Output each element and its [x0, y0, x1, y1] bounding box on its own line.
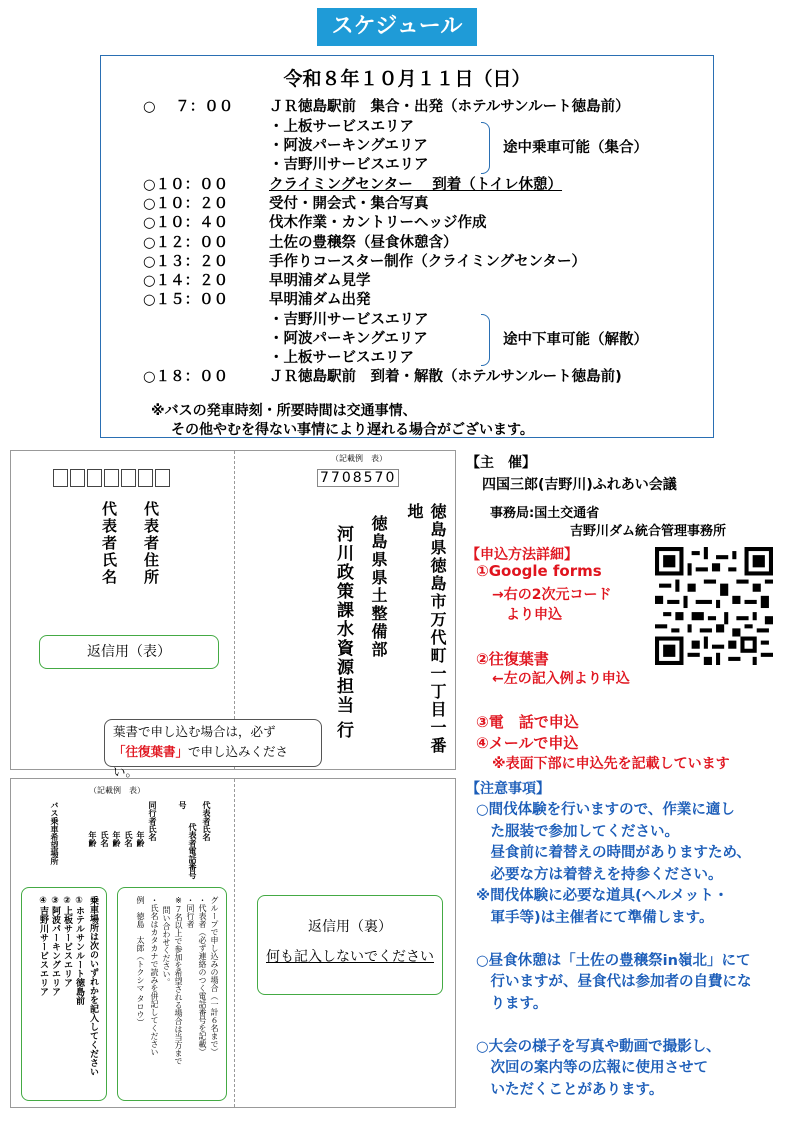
reply-front-label: 返信用（表） [39, 635, 219, 669]
apply-method: ④メールで申込 [476, 734, 579, 752]
schedule-row: ○１３：２０ 手作りコースター制作（クライミングセンター） [143, 254, 586, 270]
address-line: 河川政策課水資源担当 [333, 525, 353, 715]
stop-item: ・阿波パーキングエリア [269, 138, 428, 154]
pickup-note: 途中乗車可能（集合） [503, 140, 648, 156]
schedule-row: ○１５：００ 早明浦ダム出発 [143, 292, 371, 308]
example-label: （記載例 表） [89, 786, 145, 795]
fold-line [234, 779, 235, 1107]
reply-back-box: 返信用（裏） 何も記入しないでください [257, 895, 443, 995]
schedule-row: ○１２：００ 土佐の豊穣祭（昼食休憩含） [143, 235, 458, 251]
caution-spacer [476, 929, 752, 951]
rep-address-label: 代表者住所 [142, 501, 160, 586]
office-line: 吉野川ダム統合管理事務所 [570, 524, 727, 539]
caution-line: 軍手等)は主催者にて準備します。 [476, 909, 714, 926]
caution-line: いただくことがあります。 [476, 1081, 664, 1098]
apply-method: ②往復葉書 [476, 650, 549, 668]
cautions-list [476, 800, 752, 1101]
schedule-note: ※バスの発車時刻・所要時間は交通事情、 [151, 403, 417, 419]
postal-boxes [53, 469, 172, 491]
apply-detail: より申込 [506, 607, 562, 623]
stop-item: ・阿波パーキングエリア [269, 331, 428, 347]
postal-code: 7708570 [317, 469, 399, 487]
caution-line: ※間伐体験に必要な道具(ヘルメット・ [476, 888, 729, 904]
form-columns: 代表者氏名 号 代表者電話番号 同行者氏名 年齢 氏名 年齢 氏名 年齢 バス乗車希望場所 [50, 801, 211, 879]
apply-method: ①Google forms [476, 562, 602, 580]
caution-line: 必要な方は着替えを持参ください。 [476, 866, 723, 883]
apply-detail: →右の2次元コード [492, 587, 612, 603]
dropoff-note: 途中下車可能（解散） [503, 332, 648, 348]
brace-icon [481, 314, 490, 366]
caution-line: ○大会の様子を写真や動画で撮影し、 [476, 1038, 721, 1055]
apply-detail: ※表面下部に申込先を記載しています [492, 756, 730, 772]
organizer-name: 四国三郎(吉野川)ふれあい会議 [482, 477, 677, 493]
page-title: スケジュール [317, 8, 477, 46]
stop-item: ・上板サービスエリア [269, 350, 414, 366]
address-line: 徳島県県土整備部 [369, 515, 388, 659]
brace-icon [481, 122, 490, 174]
apply-detail: ←左の記入例より申込 [492, 671, 630, 687]
postcard-callout: 葉書で申し込む場合は，必ず 「往復葉書」で申し込みください。 [104, 719, 322, 767]
example-label: （記載例 表） [331, 454, 387, 463]
schedule-note: その他やむを得ない事情により遅れる場合がございます。 [171, 422, 534, 438]
apply-method: ③電 話で申込 [476, 713, 579, 731]
rep-name-label: 代表者氏名 [100, 501, 118, 586]
postcard-back [10, 778, 456, 1108]
organizer-heading: 【主 催】 [466, 455, 536, 471]
boarding-place-box: 乗車場所は次のいずれかを記入してください ①ホテルサンルート徳島前 ②上板サービスエリア ③阿波パーキングエリア ④吉野川サービスエリア [21, 887, 107, 1101]
qr-code-icon[interactable] [655, 547, 773, 665]
schedule-row: ○１０：４０ 伐木作業・カントリーヘッジ作成 [143, 215, 487, 231]
caution-line: 昼食前に着替えの時間がありますため、 [476, 845, 751, 861]
schedule-row: ○１０：２０ 受付・開会式・集合写真 [143, 196, 429, 212]
caution-line: た服装で参加してください。 [476, 823, 679, 840]
caution-line: ○昼食休憩は「土佐の豊穣祭in嶺北」にて [476, 952, 751, 969]
cautions-heading: 【注意事項】 [466, 781, 550, 797]
caution-line: 次回の案内等の広報に使用させて [476, 1060, 708, 1076]
caution-line: 行いますが、昼食代は参加者の自費にな [476, 974, 752, 990]
office-line: 事務局:国土交通省 [490, 506, 600, 521]
schedule-box [100, 55, 714, 438]
caution-line: ○間伐体験を行いますので、作業に適し [476, 802, 735, 818]
caution-line: ります。 [476, 995, 548, 1012]
stop-item: ・吉野川サービスエリア [269, 312, 429, 328]
address-suffix: 行 [333, 721, 353, 740]
schedule-date: 令和８年１０月１１日（日） [283, 68, 531, 90]
caution-spacer [476, 1015, 752, 1037]
schedule-row: ○１４：２０ 早明浦ダム見学 [143, 273, 371, 289]
group-info-box: グループで申し込みの場合（一計６名まで） ・代表者（必ず連絡のつく電話番号を記載） ・同行者 ※７名以上で参加を希望される場合は当方まで 問い合わせください。 ・氏名はカタカナで読みを併記してください 例 徳島 太郎（トクシマ タロウ） [117, 887, 227, 1101]
apply-heading: 【申込方法詳細】 [466, 547, 578, 563]
schedule-row: ○ ７：００ ＪＲ徳島駅前 集合・出発（ホテルサンルート徳島前） [143, 99, 630, 115]
address-line: 徳島県徳島市万代町一丁目一番地 [405, 503, 447, 755]
schedule-row: ○１８：００ ＪＲ徳島駅前 到着・解散（ホテルサンルート徳島前) [143, 369, 622, 385]
stop-item: ・吉野川サービスエリア [269, 157, 429, 173]
schedule-row: ○１０：００ クライミングセンター 到着（トイレ休憩） [143, 177, 563, 193]
stop-item: ・上板サービスエリア [269, 119, 414, 135]
